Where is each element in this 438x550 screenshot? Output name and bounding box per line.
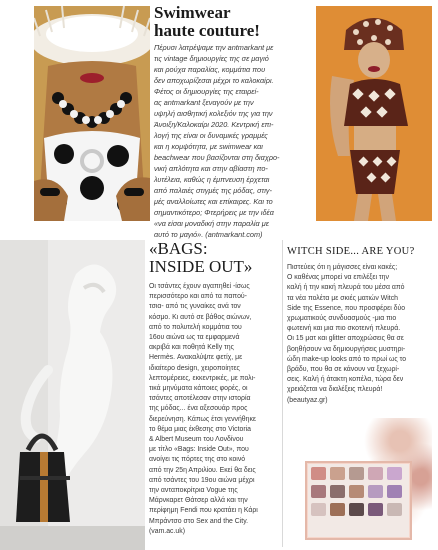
- eyeshadow-pan: [311, 485, 326, 498]
- eyeshadow-pan: [368, 467, 383, 480]
- bags-body: [149, 282, 277, 537]
- bags-body-line: τσάντες αποτέλεσαν στην ιστορία: [149, 395, 251, 403]
- bags-body-line: την ανταποκρίτρια Vogue της: [149, 487, 238, 495]
- bags-body-line: & Albert Museum του Λονδίνου: [149, 436, 244, 444]
- bags-body-line: Οι τσάντες έχουν αγαπηθεί -ίσως: [149, 283, 250, 290]
- swimwear-body-line: Πέρυσι λατρέψαμε την antmarkant με: [154, 43, 274, 52]
- bags-body-line: διερεύνηση. Κάπως έτσι γεννήθηκε: [149, 415, 256, 423]
- statue-illustration: [0, 240, 145, 550]
- bags-body-line: από το πολυτελή κομμάτια του: [149, 323, 242, 331]
- bags-body-line: τικά μηνύματα κάποιες φορές, οι: [149, 385, 248, 393]
- witch-body-line: σεις. Καλή ή άτακτη κοπέλα, τώρα δεν: [287, 376, 404, 384]
- swimwear-body-line: υψηλή αισθητική κολεξιόν της για την: [154, 109, 273, 118]
- swimwear-body-line: τις vintage δημιουργίες της σε μαγιό: [154, 54, 269, 63]
- swimsuit-photo-left: [34, 6, 150, 221]
- swimsuit-photo-right: [316, 6, 432, 221]
- swimwear-body-line: Φέτος οι δημιουργίες της εταιρεί-: [154, 87, 259, 96]
- bags-body-line: Μάρνκαρετ Θάτσερ αλλά και την: [149, 497, 248, 505]
- swimsuit-illustration-right: [316, 6, 432, 221]
- swimwear-body-line: Άνοιξη/Καλοκαίρι 2020. Κεντρική επι-: [154, 120, 274, 129]
- eyeshadow-pan: [349, 485, 364, 498]
- swimsuit-illustration-left: [34, 6, 150, 221]
- swimwear-body-line: δεν αποχωρίζεσαι μέχρι το καλοκαίρι.: [154, 76, 274, 85]
- swimwear-body-line: beachwear που βασίζονται στη διαχρο-: [154, 153, 280, 162]
- bags-body-line: περισσότερο και από τα παπού-: [149, 293, 247, 301]
- witch-body-line: Side της Essence, που προσφέρει δύο: [287, 304, 406, 312]
- eyeshadow-pan: [387, 485, 402, 498]
- swimwear-body-line: και η κομψότητα, με swimwear και: [154, 142, 263, 151]
- eyeshadow-palette-photo: [287, 418, 432, 546]
- swimwear-body-line: και ρούχα παραλίας, κομμάτια που: [154, 65, 266, 74]
- swimwear-body: [154, 42, 314, 240]
- eyeshadow-pan: [349, 467, 364, 480]
- eyeshadow-pan: [311, 467, 326, 480]
- witch-side-title: WITCH SIDE... ARE YOU?: [287, 246, 415, 257]
- swimwear-body-line: ας antmarkant ξεναγούν με την: [154, 98, 254, 107]
- bags-body-line: Μπράντσο στο Sex and the City.: [149, 517, 249, 525]
- swimwear-title: [154, 4, 314, 40]
- bags-body-line: ανοίγει τις πόρτες της στο κοινό: [149, 456, 246, 464]
- bags-body-line: (vam.ac.uk): [149, 527, 185, 535]
- bags-body-line: τσια- από τις γυναίκες ανά τον: [149, 303, 241, 311]
- bags-body-line: Hermès. Ανακαλύψτε φετίχ, με: [149, 354, 243, 362]
- eyeshadow-pan: [311, 503, 326, 516]
- bags-body-line: περίφημη Fendi που κρατάει η Κάρι: [149, 507, 258, 515]
- swimwear-body-line: λογή της είναι οι δυναμικές γραμμές: [154, 131, 268, 140]
- swimwear-title-line: haute couture!: [154, 21, 260, 40]
- bags-body-line: της μόδας... ένα αξεσουάρ προς: [149, 405, 248, 413]
- bags-title: [149, 240, 277, 276]
- witch-body-line: ώδη make-up looks από το πρωί ως το: [287, 355, 407, 363]
- eyeshadow-pan: [330, 485, 345, 498]
- swimwear-body-line: νική απλότητα και στην αβίαστη πο-: [154, 164, 268, 173]
- witch-body-line: (beautyaz.gr): [287, 396, 328, 404]
- bags-body-line: από τσάντες του 19ου αιώνα μέχρι: [149, 476, 255, 484]
- witch-body-line: τα νέα πολέτα με σκιές ματιών Witch: [287, 294, 398, 302]
- witch-body-line: Ο καθένας μπορεί να επιλέξει την: [287, 274, 389, 282]
- swimwear-body-line: σημαντικότερο; Φτερ​ήρεις με την ιδέα: [154, 208, 274, 217]
- witch-body-line: βράδυ, που θα σε κάνουν να ξεχωρί-: [287, 366, 400, 374]
- bags-body-line: από την 25η Απριλίου. Εκεί θα δεις: [149, 466, 256, 474]
- eyeshadow-pan: [368, 485, 383, 498]
- swimwear-title-line: Swimwear: [154, 3, 231, 22]
- swimwear-body-line: λυτέλεια, καθώς η έμπνευση έρχεται: [154, 175, 270, 184]
- witch-body-line: καλή ή την κακή πλευρά του μέσα από: [287, 284, 405, 292]
- eyeshadow-pan: [330, 503, 345, 516]
- eyeshadow-pan: [330, 467, 345, 480]
- witch-body-line: χρειάζεται να διαλέξεις πλευρά!: [287, 386, 383, 394]
- bags-body-line: ακριβά και ποθητά Kelly της: [149, 344, 234, 352]
- swimwear-body-line: αυτό το μαγιό». (antmarkant.com): [154, 230, 263, 239]
- eyeshadow-pan: [349, 503, 364, 516]
- eyeshadow-pan: [387, 467, 402, 480]
- witch-body-line: φωτεινή και μια πιο σκοτεινή πλευρά.: [287, 325, 401, 333]
- eyeshadow-palette: [305, 461, 412, 540]
- column-divider: [282, 240, 283, 547]
- eyeshadow-pan: [368, 503, 383, 516]
- witch-side-body: [287, 263, 432, 406]
- witch-body-line: βοηθήσουν να δημιουργήσεις μυστηρι-: [287, 345, 406, 353]
- bags-body-line: με τίτλο «Bags: Inside Out», που: [149, 446, 249, 454]
- bags-title-line: «BAGS:: [149, 239, 208, 258]
- statue-bag-photo: [0, 240, 145, 550]
- witch-body-line: Πιστεύεις ότι η μάγισσες είναι κακές;: [287, 264, 398, 271]
- swimwear-body-line: «να είσαι μοναδική στην παραλία με: [154, 219, 269, 228]
- eyeshadow-pan: [387, 503, 402, 516]
- bags-body-line: το θέμα μιας έκθεσης στο Victoria: [149, 425, 251, 433]
- witch-body-line: Οι 15 ματ και glitter αποχρώσεις θα σε: [287, 335, 404, 343]
- bags-title-line: INSIDE OUT»: [149, 257, 253, 276]
- bags-body-line: κόσμο. Κι αυτό σε βάθος αιώνων,: [149, 313, 252, 321]
- witch-side-article: [287, 246, 432, 406]
- witch-body-line: χρωματικούς συνδυασμούς -μια πιο: [287, 315, 397, 323]
- bags-body-line: ιδιαίτερο design, χειροποίητες: [149, 364, 240, 372]
- swimwear-body-line: από παλαιές στιγμές της μόδας, στιγ-: [154, 186, 272, 195]
- bags-body-line: λεπτομέρειες, εκκεντρικές, με πολι-: [149, 374, 256, 382]
- bags-body-line: 16ου αιώνα ως τα εμφαρμενά: [149, 334, 240, 342]
- bags-inside-out-article: [149, 240, 277, 537]
- swimwear-body-line: μές αναλλοίωτες και επίκαιρες. Και το: [154, 197, 273, 206]
